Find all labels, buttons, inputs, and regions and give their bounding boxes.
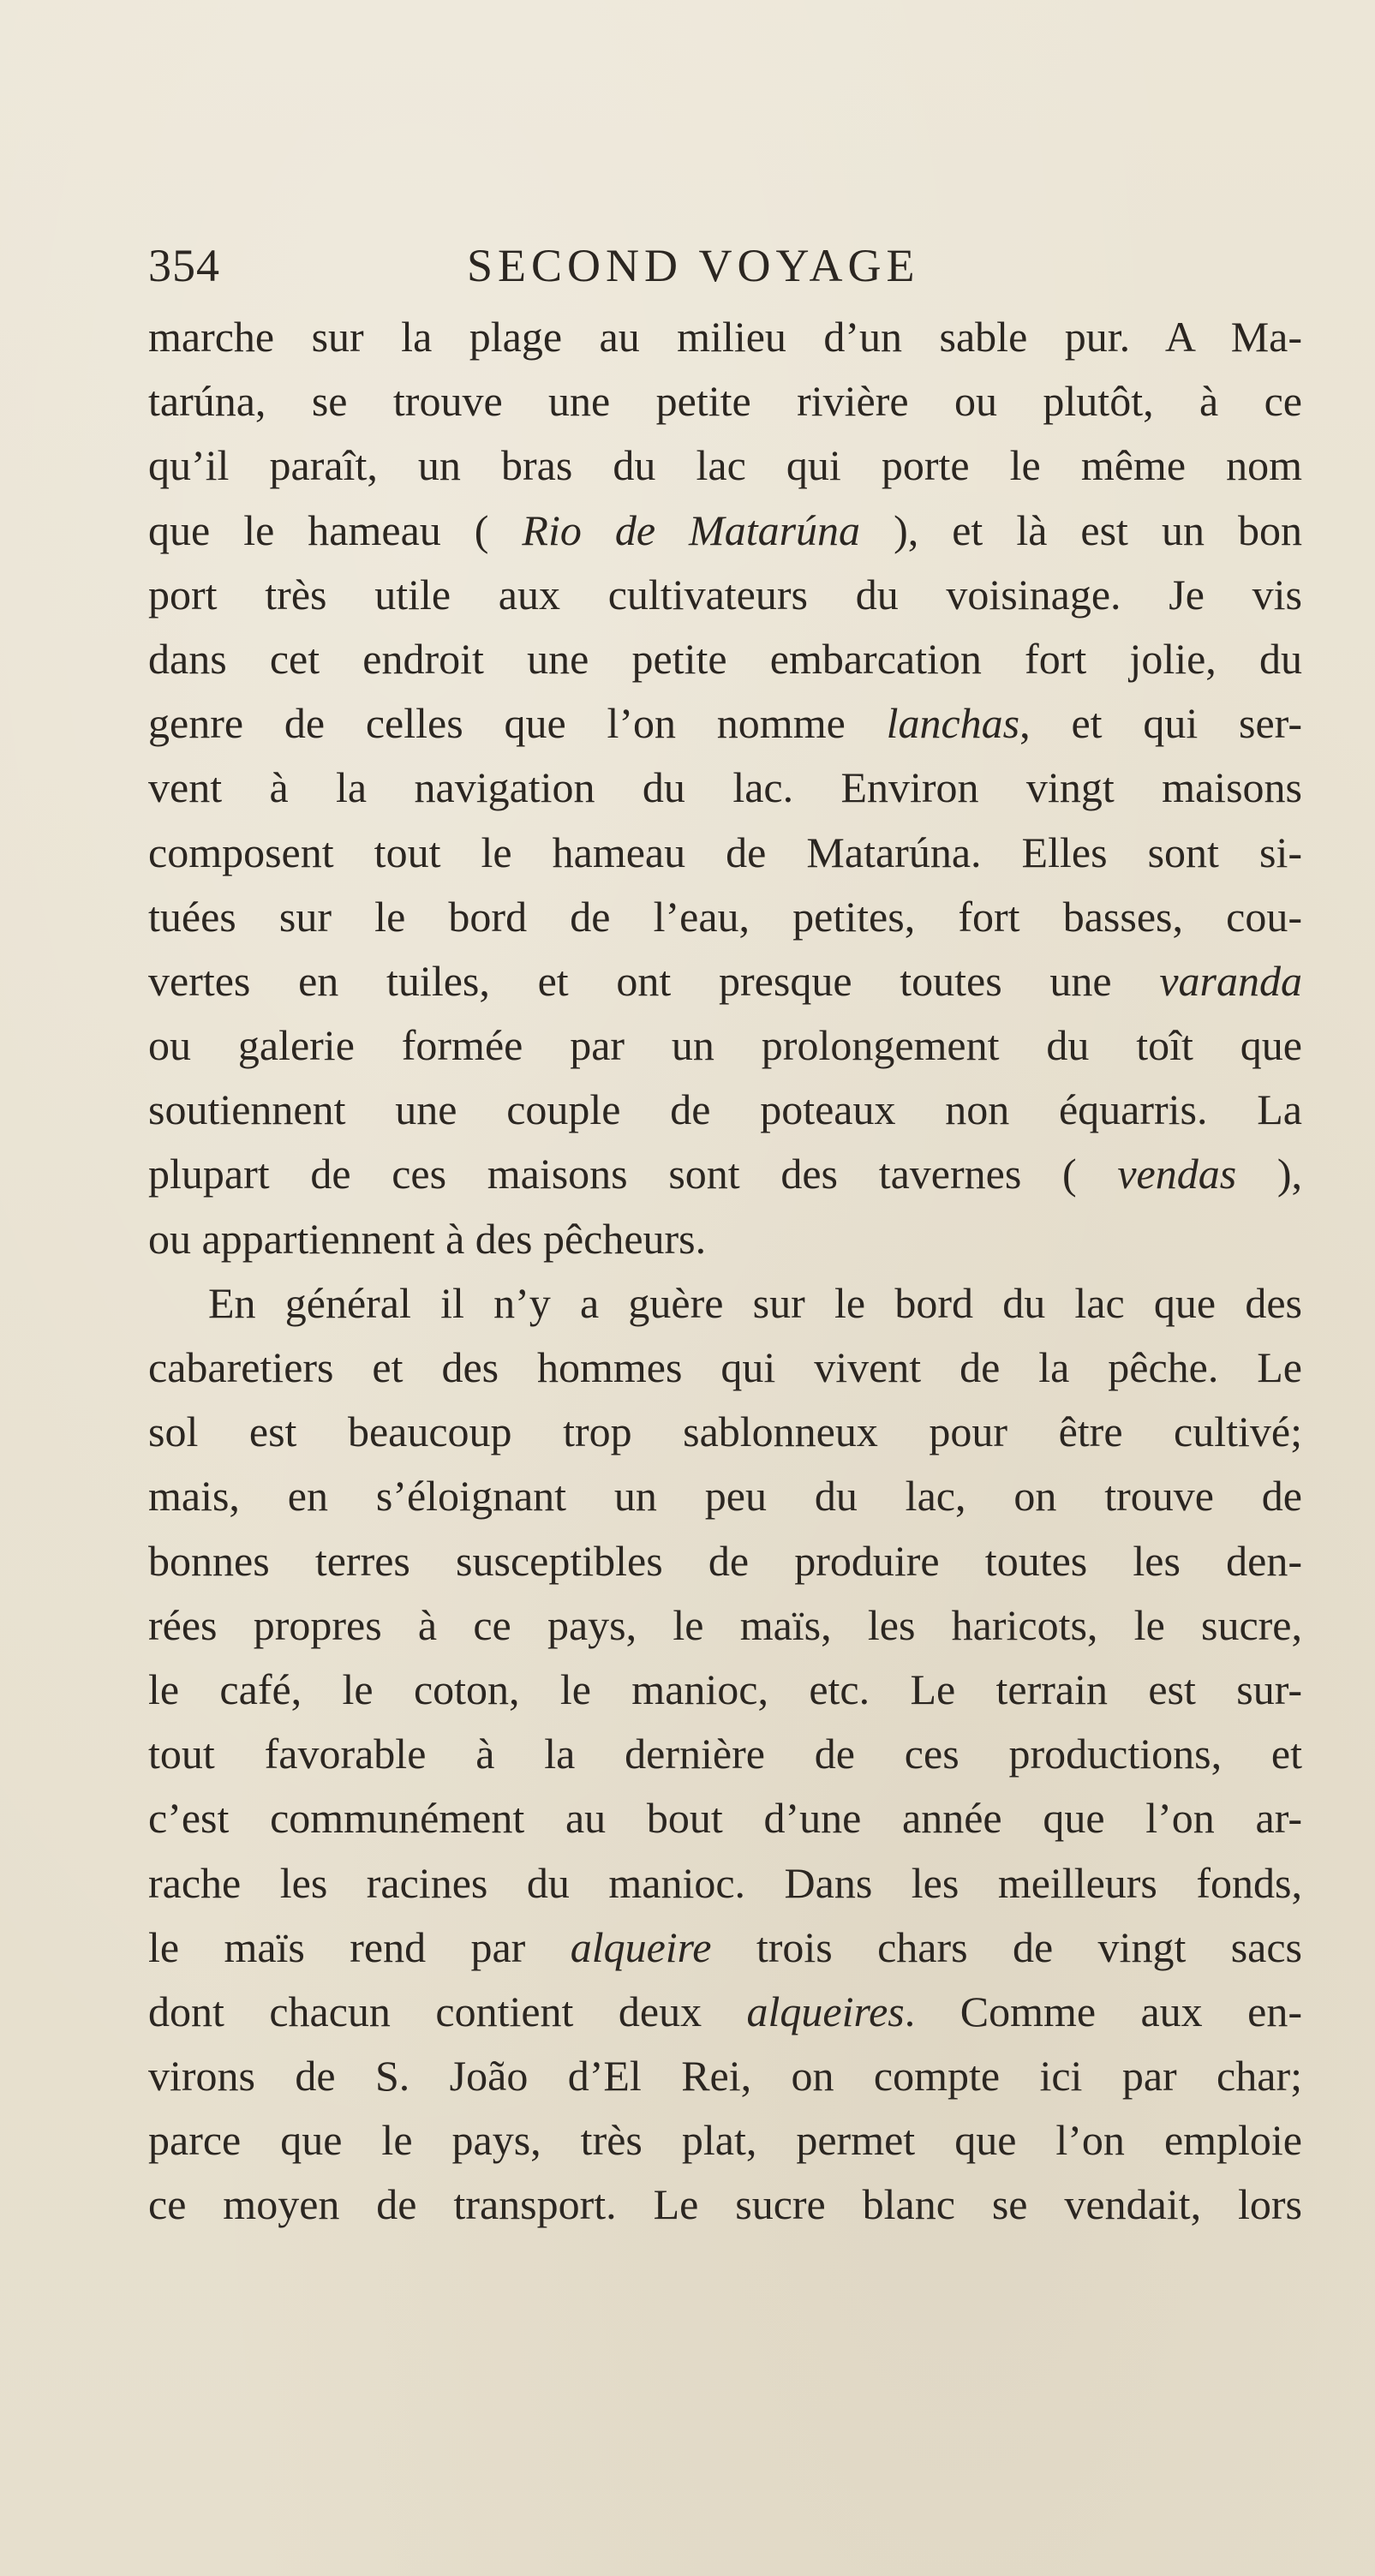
text-line	[148, 2173, 1302, 2237]
text-run: mais, en s’éloignant un peu du lac, on trouve de	[148, 1472, 1302, 1521]
text-run: rache les racines du manioc. Dans les meilleurs fonds,	[148, 1858, 1302, 1907]
text-run: tarúna, se trouve une petite rivière ou plutôt, à ce	[148, 377, 1302, 426]
text-line	[148, 885, 1302, 949]
italic-term: vendas	[1117, 1150, 1237, 1198]
text-run: , et qui ser-	[1019, 699, 1302, 748]
text-line	[148, 1786, 1302, 1850]
text-line	[148, 1851, 1302, 1916]
text-line	[148, 1207, 1302, 1271]
text-run: bonnes terres susceptibles de produire toutes les den-	[148, 1536, 1302, 1585]
text-run: vent à la navigation du lac. Environ vingt maisons	[148, 763, 1302, 812]
italic-term: alqueire	[570, 1922, 712, 1971]
text-line	[148, 1658, 1302, 1722]
text-run: tout favorable à la dernière de ces productions, et	[148, 1730, 1302, 1778]
text-run: que le hameau (	[148, 505, 523, 554]
text-run: trois chars de vingt sacs	[711, 1922, 1303, 1971]
page-number: 354	[148, 240, 220, 291]
text-line	[148, 627, 1302, 691]
text-run: . Comme aux en-	[904, 1987, 1302, 2035]
text-run: En général il n’y a guère sur le bord du lac que des	[208, 1278, 1302, 1327]
italic-term: lanchas	[886, 699, 1020, 748]
page-header	[148, 231, 1302, 300]
text-run: ), et là est un bon	[860, 505, 1302, 554]
text-run: marche sur la plage au milieu d’un sable pur. A Ma-	[148, 313, 1302, 361]
text-line	[148, 499, 1302, 563]
text-line	[148, 2108, 1302, 2173]
text-line	[148, 2044, 1302, 2108]
text-run: ce moyen de transport. Le sucre blanc se vendait, lors	[148, 2180, 1302, 2229]
text-line	[148, 949, 1302, 1013]
text-run: ),	[1236, 1150, 1302, 1198]
text-line	[148, 821, 1302, 885]
text-run: le maïs rend par	[148, 1922, 571, 1971]
text-run: dans cet endroit une petite embarcation fort jolie, du	[148, 634, 1302, 683]
text-run: parce que le pays, très plat, permet que l’on emploie	[148, 2116, 1302, 2165]
text-run: composent tout le hameau de Matarúna. Elles sont si-	[148, 828, 1302, 876]
text-line	[148, 1980, 1302, 2044]
text-line	[148, 1464, 1302, 1528]
text-run: genre de celles que l’on nomme	[148, 699, 887, 748]
text-run: ou galerie formée par un prolongement du toît que	[148, 1021, 1302, 1070]
text-run: dont chacun contient deux	[148, 1987, 747, 2035]
italic-term: alqueires	[746, 1987, 905, 2035]
text-line	[148, 369, 1302, 433]
text-line	[148, 1078, 1302, 1142]
text-run: qu’il paraît, un bras du lac qui porte le même nom	[148, 441, 1302, 490]
text-run: soutiennent une couple de poteaux non équarris. La	[148, 1085, 1302, 1134]
text-line	[148, 1722, 1302, 1786]
text-run: sol est beaucoup trop sablonneux pour être cultivé;	[148, 1408, 1302, 1456]
text-run: tuées sur le bord de l’eau, petites, fort basses, cou-	[148, 892, 1302, 941]
text-line	[148, 1400, 1302, 1464]
text-line	[148, 305, 1302, 369]
text-line	[148, 1142, 1302, 1206]
body-text	[148, 305, 1302, 2238]
text-line	[148, 1336, 1302, 1400]
text-line	[148, 691, 1302, 756]
text-run: le café, le coton, le manioc, etc. Le terrain est sur-	[148, 1665, 1302, 1713]
text-run: virons de S. João d’El Rei, on compte ici par char;	[148, 2052, 1302, 2101]
text-line	[148, 433, 1302, 498]
text-run: plupart de ces maisons sont des tavernes (	[148, 1150, 1118, 1198]
text-line	[148, 1271, 1302, 1336]
text-run: cabaretiers et des hommes qui vivent de la pêche. Le	[148, 1343, 1302, 1391]
text-line	[148, 756, 1302, 820]
running-head: SECOND VOYAGE	[467, 240, 920, 291]
text-line	[148, 1593, 1302, 1658]
text-line	[148, 1916, 1302, 1980]
text-run: port très utile aux cultivateurs du voisinage. Je vis	[148, 570, 1302, 619]
text-run: vertes en tuiles, et ont presque toutes une	[148, 956, 1160, 1005]
text-run: rées propres à ce pays, le maïs, les haricots, le sucre,	[148, 1600, 1302, 1649]
text-run: c’est communément au bout d’une année que l’on ar-	[148, 1794, 1302, 1843]
italic-term: Rio de Matarúna	[522, 505, 861, 554]
text-line	[148, 1529, 1302, 1593]
italic-term: varanda	[1159, 956, 1302, 1005]
text-line	[148, 563, 1302, 627]
text-line	[148, 1013, 1302, 1078]
text-run: ou appartiennent à des pêcheurs.	[148, 1214, 707, 1263]
